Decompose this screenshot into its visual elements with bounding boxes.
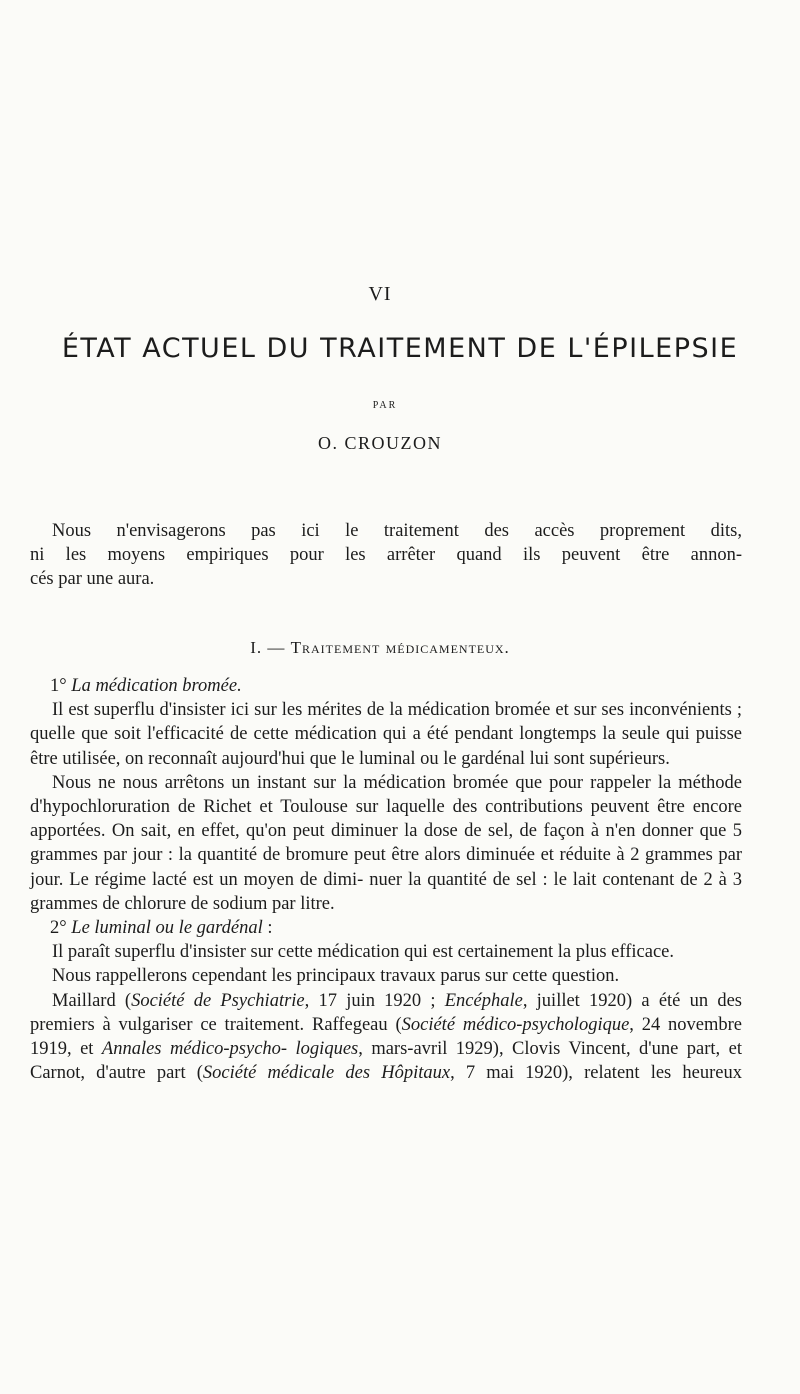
author-name: O. CROUZON <box>317 433 442 453</box>
citation-title: Société médicale des Hôpitaux <box>202 1063 451 1084</box>
intro-line-3: cés par une aura. <box>30 569 155 590</box>
citation-title: Encéphale <box>444 990 523 1011</box>
intro-paragraph <box>30 519 742 592</box>
text-run: , mars-avril 1929), Clovis Vincent, d'une part, et Carnot, d'autre part ( <box>30 1039 742 1084</box>
section-heading <box>0 638 760 658</box>
subsection-1-heading <box>30 674 742 698</box>
text-run: , 17 juin 1920 ; <box>304 990 445 1011</box>
paragraph: Nous ne nous arrêtons un instant sur la médication bromée que pour rappeler la méthode d'hypochloruration de Richet et Toulouse sur laquelle des contributions peuvent être encore apportées. On sait, en effet, qu'on peut diminuer la dose de sel, de façon à n'en donner que 5 grammes par jour : la quantité de bromure peut être alors diminuée et réduite à 2 grammes par jour. Le régime lacté est un moyen de dimi- nuer la quantité de sel : le lait contenant de 2 à 3 grammes de chlorure de sodium par litre. <box>30 772 742 914</box>
citation-title: Société de Psychiatrie <box>131 990 305 1011</box>
chapter-number: VI <box>368 283 392 305</box>
subsection-2-number: 2° <box>50 918 72 939</box>
text-run: , 24 novembre 1919, et <box>30 1014 743 1060</box>
subsection-2-title: Le luminal ou le gardénal <box>71 918 263 939</box>
chapter-title: ÉTAT ACTUEL DU TRAITEMENT DE L'ÉPILEPSIE <box>61 333 739 364</box>
paragraph: Il paraît superflu d'insister sur cette médication qui est certainement la plus efficace. <box>52 942 674 963</box>
intro-line-2: ni les moyens empiriques pour les arrêter quand ils peuvent être annon- <box>30 545 742 566</box>
paragraph: Il est superflu d'insister ici sur les mérites de la médication bromée et sur ses inconvénients ; quelle que soit l'efficacité de cette médication qui a été pendant longtemps la seule qui puisse être utilisée, on reconnaît aujourd'hui que le luminal ou le gardénal lui sont supérieurs. <box>30 700 742 769</box>
subsection-1-number: 1° <box>50 676 72 696</box>
section-body <box>30 674 742 1085</box>
subsection-2-heading <box>30 916 742 940</box>
section-title: Traitement médicamenteux. <box>290 638 510 657</box>
paragraph-citations <box>30 989 742 1086</box>
subsection-2-colon: : <box>262 918 273 939</box>
text-run: , juillet 1920) a été un des premiers à vulgariser ce traitement. Raffegeau ( <box>30 990 742 1035</box>
by-label: PAR <box>372 400 398 411</box>
paragraph: Nous rappellerons cependant les principaux travaux parus sur cette question. <box>52 966 620 987</box>
citation-title: Annales médico-psycho- logiques <box>101 1039 359 1060</box>
citation-title: Société médico-psychologique <box>401 1014 630 1035</box>
text-run: Maillard ( <box>52 990 132 1011</box>
section-number: I. — <box>250 638 291 657</box>
text-run: , 7 mai 1920), relatent les heureux <box>450 1063 742 1084</box>
subsection-1-title: La médication bromée. <box>71 676 242 696</box>
intro-line-1: Nous n'envisagerons pas ici le traitement des accès proprement dits, <box>52 521 742 541</box>
